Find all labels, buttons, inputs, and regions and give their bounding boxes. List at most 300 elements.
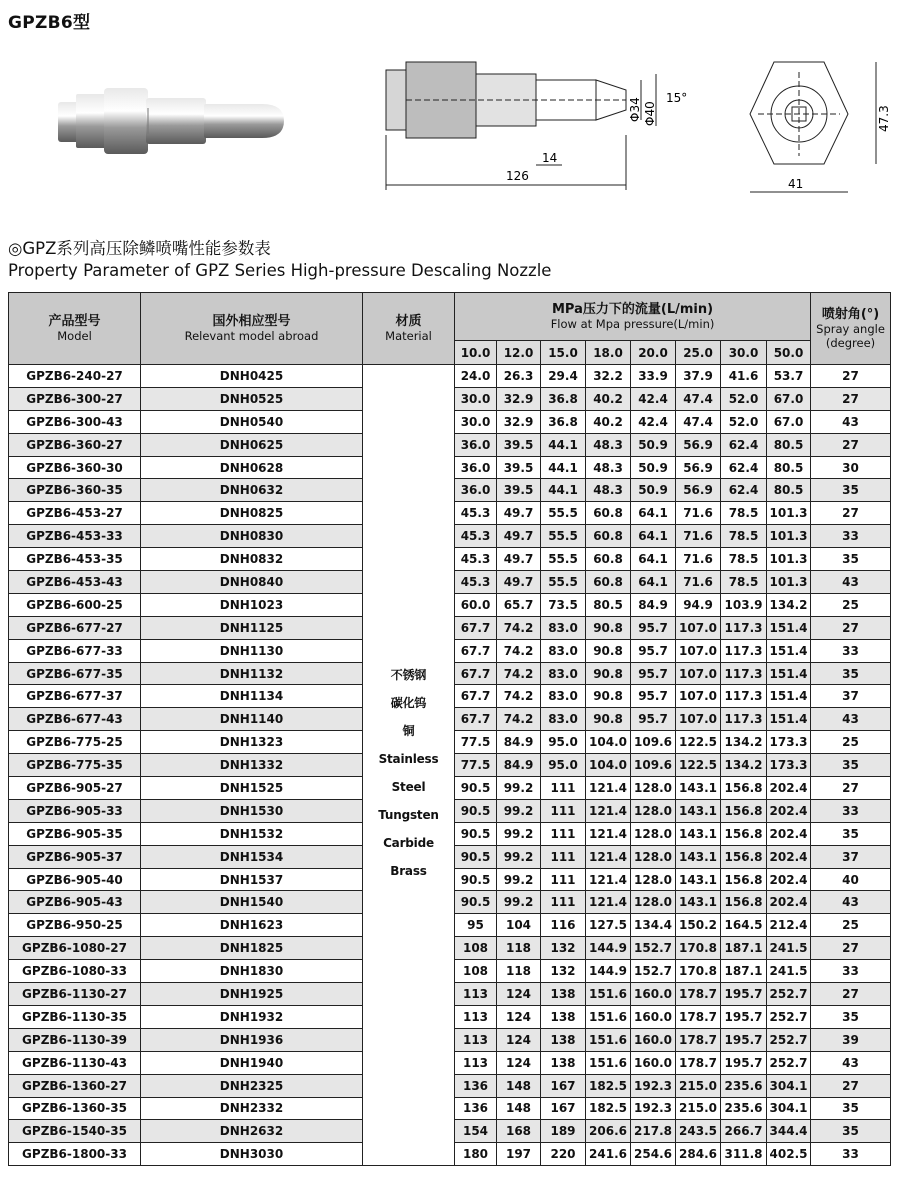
flow-cell: 55.5: [541, 571, 586, 594]
flow-cell: 117.3: [721, 639, 767, 662]
flow-cell: 101.3: [767, 502, 811, 525]
flow-cell: 30.0: [455, 387, 497, 410]
flow-cell: 117.3: [721, 708, 767, 731]
flow-cell: 111: [541, 777, 586, 800]
flow-cell: 36.8: [541, 387, 586, 410]
model-cell: GPZB6-775-35: [9, 754, 141, 777]
flow-cell: 143.1: [676, 891, 721, 914]
flow-cell: 202.4: [767, 891, 811, 914]
flow-cell: 55.5: [541, 525, 586, 548]
end-view-drawing: [736, 52, 891, 202]
flow-cell: 132: [541, 937, 586, 960]
flow-cell: 117.3: [721, 685, 767, 708]
flow-cell: 173.3: [767, 754, 811, 777]
flow-cell: 42.4: [631, 410, 676, 433]
abroad-model-cell: DNH0632: [141, 479, 363, 502]
flow-cell: 107.0: [676, 685, 721, 708]
flow-cell: 206.6: [586, 1120, 631, 1143]
flow-cell: 143.1: [676, 777, 721, 800]
flow-cell: 52.0: [721, 387, 767, 410]
abroad-model-cell: DNH1532: [141, 822, 363, 845]
flow-cell: 78.5: [721, 548, 767, 571]
flow-cell: 144.9: [586, 937, 631, 960]
flow-cell: 84.9: [497, 731, 541, 754]
flow-cell: 151.6: [586, 1005, 631, 1028]
flow-cell: 90.5: [455, 868, 497, 891]
flow-cell: 195.7: [721, 1051, 767, 1074]
model-cell: GPZB6-905-35: [9, 822, 141, 845]
abroad-model-cell: DNH2325: [141, 1074, 363, 1097]
spray-angle-cell: 43: [811, 891, 891, 914]
flow-cell: 124: [497, 983, 541, 1006]
spray-angle-cell: 40: [811, 868, 891, 891]
flow-cell: 252.7: [767, 1051, 811, 1074]
flow-cell: 67.0: [767, 387, 811, 410]
material-label: 铜: [402, 724, 415, 738]
material-label: Stainless Steel: [378, 752, 439, 794]
flow-cell: 99.2: [497, 777, 541, 800]
flow-cell: 50.9: [631, 479, 676, 502]
flow-cell: 202.4: [767, 822, 811, 845]
flow-cell: 243.5: [676, 1120, 721, 1143]
flow-cell: 235.6: [721, 1097, 767, 1120]
flow-cell: 45.3: [455, 571, 497, 594]
pressure-header: 15.0: [541, 341, 586, 365]
abroad-model-cell: DNH1940: [141, 1051, 363, 1074]
spray-angle-cell: 27: [811, 502, 891, 525]
model-cell: GPZB6-677-37: [9, 685, 141, 708]
spray-angle-cell: 27: [811, 777, 891, 800]
abroad-model-cell: DNH2332: [141, 1097, 363, 1120]
spray-angle-cell: 43: [811, 1051, 891, 1074]
dim-dia34: Φ34: [628, 97, 642, 122]
flow-cell: 143.1: [676, 845, 721, 868]
flow-cell: 74.2: [497, 708, 541, 731]
flow-cell: 217.8: [631, 1120, 676, 1143]
flow-cell: 44.1: [541, 433, 586, 456]
flow-cell: 113: [455, 1005, 497, 1028]
model-cell: GPZB6-1130-35: [9, 1005, 141, 1028]
flow-cell: 241.6: [586, 1143, 631, 1166]
flow-cell: 182.5: [586, 1074, 631, 1097]
section-drawing: [376, 50, 688, 195]
flow-cell: 26.3: [497, 365, 541, 388]
spray-angle-cell: 27: [811, 937, 891, 960]
flow-cell: 90.5: [455, 845, 497, 868]
model-cell: GPZB6-240-27: [9, 365, 141, 388]
spray-angle-cell: 27: [811, 365, 891, 388]
flow-cell: 156.8: [721, 777, 767, 800]
flow-cell: 104.0: [586, 731, 631, 754]
spray-angle-cell: 27: [811, 983, 891, 1006]
model-cell: GPZB6-677-43: [9, 708, 141, 731]
model-cell: GPZB6-905-43: [9, 891, 141, 914]
spray-angle-cell: 35: [811, 1005, 891, 1028]
flow-cell: 254.6: [631, 1143, 676, 1166]
flow-cell: 95.0: [541, 731, 586, 754]
flow-cell: 55.5: [541, 502, 586, 525]
abroad-model-cell: DNH0830: [141, 525, 363, 548]
flow-cell: 67.7: [455, 708, 497, 731]
flow-cell: 90.5: [455, 822, 497, 845]
flow-cell: 118: [497, 960, 541, 983]
model-cell: GPZB6-1540-35: [9, 1120, 141, 1143]
abroad-model-cell: DNH1132: [141, 662, 363, 685]
spray-angle-cell: 35: [811, 479, 891, 502]
flow-cell: 60.8: [586, 571, 631, 594]
flow-cell: 113: [455, 983, 497, 1006]
flow-cell: 241.5: [767, 937, 811, 960]
abroad-model-cell: DNH1932: [141, 1005, 363, 1028]
section-title-en: Property Parameter of GPZ Series High-pressure Descaling Nozzle: [8, 261, 552, 280]
flow-cell: 80.5: [767, 456, 811, 479]
flow-cell: 95.7: [631, 685, 676, 708]
flow-cell: 402.5: [767, 1143, 811, 1166]
flow-cell: 136: [455, 1097, 497, 1120]
flow-cell: 83.0: [541, 639, 586, 662]
flow-cell: 78.5: [721, 525, 767, 548]
flow-cell: 128.0: [631, 845, 676, 868]
flow-cell: 113: [455, 1028, 497, 1051]
flow-cell: 107.0: [676, 616, 721, 639]
flow-cell: 56.9: [676, 479, 721, 502]
flow-cell: 266.7: [721, 1120, 767, 1143]
flow-cell: 151.6: [586, 1028, 631, 1051]
flow-cell: 60.8: [586, 548, 631, 571]
col-model: 产品型号 Model: [9, 293, 141, 365]
flow-cell: 151.4: [767, 639, 811, 662]
flow-cell: 189: [541, 1120, 586, 1143]
flow-cell: 48.3: [586, 479, 631, 502]
flow-cell: 40.2: [586, 387, 631, 410]
flow-cell: 49.7: [497, 548, 541, 571]
abroad-model-cell: DNH1825: [141, 937, 363, 960]
flow-cell: 212.4: [767, 914, 811, 937]
flow-cell: 160.0: [631, 1051, 676, 1074]
col-angle: 喷射角(°) Spray angle (degree): [811, 293, 891, 365]
flow-cell: 111: [541, 822, 586, 845]
flow-cell: 90.5: [455, 777, 497, 800]
model-cell: GPZB6-1360-35: [9, 1097, 141, 1120]
flow-cell: 151.6: [586, 1051, 631, 1074]
spray-angle-cell: 43: [811, 708, 891, 731]
model-cell: GPZB6-453-35: [9, 548, 141, 571]
abroad-model-cell: DNH0832: [141, 548, 363, 571]
spray-angle-cell: 43: [811, 410, 891, 433]
flow-cell: 111: [541, 799, 586, 822]
flow-cell: 121.4: [586, 799, 631, 822]
flow-cell: 160.0: [631, 1005, 676, 1028]
flow-cell: 90.5: [455, 799, 497, 822]
flow-cell: 95.7: [631, 662, 676, 685]
flow-cell: 121.4: [586, 777, 631, 800]
model-cell: GPZB6-950-25: [9, 914, 141, 937]
flow-cell: 121.4: [586, 822, 631, 845]
flow-cell: 344.4: [767, 1120, 811, 1143]
flow-cell: 67.7: [455, 639, 497, 662]
flow-cell: 109.6: [631, 731, 676, 754]
flow-cell: 104.0: [586, 754, 631, 777]
abroad-model-cell: DNH1525: [141, 777, 363, 800]
flow-cell: 67.7: [455, 662, 497, 685]
model-cell: GPZB6-453-27: [9, 502, 141, 525]
flow-cell: 71.6: [676, 502, 721, 525]
abroad-model-cell: DNH1534: [141, 845, 363, 868]
flow-cell: 108: [455, 937, 497, 960]
flow-cell: 138: [541, 1005, 586, 1028]
abroad-model-cell: DNH0840: [141, 571, 363, 594]
pressure-header: 10.0: [455, 341, 497, 365]
flow-cell: 180: [455, 1143, 497, 1166]
flow-cell: 73.5: [541, 593, 586, 616]
col-abroad: 国外相应型号 Relevant model abroad: [141, 293, 363, 365]
pressure-header: 50.0: [767, 341, 811, 365]
flow-cell: 108: [455, 960, 497, 983]
flow-cell: 128.0: [631, 868, 676, 891]
flow-cell: 128.0: [631, 777, 676, 800]
flow-cell: 107.0: [676, 708, 721, 731]
pressure-header: 30.0: [721, 341, 767, 365]
flow-cell: 304.1: [767, 1097, 811, 1120]
flow-cell: 32.9: [497, 410, 541, 433]
model-cell: GPZB6-775-25: [9, 731, 141, 754]
flow-cell: 80.5: [767, 433, 811, 456]
pressure-header: 25.0: [676, 341, 721, 365]
flow-cell: 78.5: [721, 571, 767, 594]
flow-cell: 52.0: [721, 410, 767, 433]
col-material: 材质 Material: [363, 293, 455, 365]
flow-cell: 173.3: [767, 731, 811, 754]
flow-cell: 235.6: [721, 1074, 767, 1097]
flow-cell: 136: [455, 1074, 497, 1097]
flow-cell: 150.2: [676, 914, 721, 937]
spec-table: [8, 292, 891, 1166]
flow-cell: 111: [541, 868, 586, 891]
flow-cell: 71.6: [676, 571, 721, 594]
flow-cell: 53.7: [767, 365, 811, 388]
flow-cell: 74.2: [497, 616, 541, 639]
flow-cell: 121.4: [586, 868, 631, 891]
flow-cell: 83.0: [541, 685, 586, 708]
flow-cell: 84.9: [631, 593, 676, 616]
model-cell: GPZB6-1360-27: [9, 1074, 141, 1097]
model-cell: GPZB6-360-27: [9, 433, 141, 456]
flow-cell: 50.9: [631, 433, 676, 456]
abroad-model-cell: DNH1540: [141, 891, 363, 914]
nozzle-photo: [48, 60, 288, 180]
flow-cell: 90.8: [586, 662, 631, 685]
flow-cell: 160.0: [631, 1028, 676, 1051]
flow-cell: 118: [497, 937, 541, 960]
flow-cell: 77.5: [455, 731, 497, 754]
flow-cell: 74.2: [497, 685, 541, 708]
flow-cell: 215.0: [676, 1074, 721, 1097]
spray-angle-cell: 35: [811, 662, 891, 685]
model-cell: GPZB6-905-40: [9, 868, 141, 891]
model-cell: GPZB6-905-37: [9, 845, 141, 868]
flow-cell: 252.7: [767, 983, 811, 1006]
model-cell: GPZB6-1130-27: [9, 983, 141, 1006]
abroad-model-cell: DNH3030: [141, 1143, 363, 1166]
flow-cell: 167: [541, 1097, 586, 1120]
abroad-model-cell: DNH1530: [141, 799, 363, 822]
flow-cell: 128.0: [631, 799, 676, 822]
col-flow: MPa压力下的流量(L/min) Flow at Mpa pressure(L/min): [455, 293, 811, 341]
abroad-model-cell: DNH1925: [141, 983, 363, 1006]
spray-angle-cell: 33: [811, 525, 891, 548]
flow-cell: 152.7: [631, 937, 676, 960]
flow-cell: 60.0: [455, 593, 497, 616]
flow-cell: 64.1: [631, 502, 676, 525]
flow-cell: 103.9: [721, 593, 767, 616]
flow-cell: 36.0: [455, 433, 497, 456]
flow-cell: 90.8: [586, 685, 631, 708]
flow-cell: 41.6: [721, 365, 767, 388]
spray-angle-cell: 37: [811, 685, 891, 708]
flow-cell: 311.8: [721, 1143, 767, 1166]
flow-cell: 65.7: [497, 593, 541, 616]
pressure-header: 18.0: [586, 341, 631, 365]
flow-cell: 90.8: [586, 708, 631, 731]
model-cell: GPZB6-1080-27: [9, 937, 141, 960]
abroad-model-cell: DNH0625: [141, 433, 363, 456]
flow-cell: 78.5: [721, 502, 767, 525]
model-cell: GPZB6-1080-33: [9, 960, 141, 983]
spray-angle-cell: 33: [811, 1143, 891, 1166]
flow-cell: 62.4: [721, 479, 767, 502]
spray-angle-cell: 35: [811, 754, 891, 777]
flow-cell: 107.0: [676, 639, 721, 662]
dim-height: 47.3: [877, 105, 891, 132]
abroad-model-cell: DNH1023: [141, 593, 363, 616]
flow-cell: 117.3: [721, 662, 767, 685]
flow-cell: 151.4: [767, 708, 811, 731]
flow-cell: 117.3: [721, 616, 767, 639]
flow-cell: 122.5: [676, 754, 721, 777]
flow-cell: 152.7: [631, 960, 676, 983]
flow-cell: 33.9: [631, 365, 676, 388]
model-cell: GPZB6-677-33: [9, 639, 141, 662]
flow-cell: 101.3: [767, 571, 811, 594]
flow-cell: 80.5: [767, 479, 811, 502]
flow-cell: 202.4: [767, 868, 811, 891]
flow-cell: 187.1: [721, 960, 767, 983]
flow-cell: 67.7: [455, 616, 497, 639]
flow-cell: 49.7: [497, 525, 541, 548]
flow-cell: 151.4: [767, 616, 811, 639]
flow-cell: 195.7: [721, 1005, 767, 1028]
flow-cell: 124: [497, 1028, 541, 1051]
table-row: [9, 365, 891, 388]
flow-cell: 90.8: [586, 639, 631, 662]
flow-cell: 160.0: [631, 983, 676, 1006]
flow-cell: 121.4: [586, 845, 631, 868]
flow-cell: 45.3: [455, 548, 497, 571]
flow-cell: 67.7: [455, 685, 497, 708]
flow-cell: 39.5: [497, 456, 541, 479]
dim-angle: 15°: [666, 91, 688, 105]
section-title-cn: ◎GPZ系列高压除鳞喷嘴性能参数表: [8, 239, 271, 258]
flow-cell: 202.4: [767, 777, 811, 800]
flow-cell: 45.3: [455, 502, 497, 525]
abroad-model-cell: DNH1134: [141, 685, 363, 708]
abroad-model-cell: DNH1537: [141, 868, 363, 891]
flow-cell: 80.5: [586, 593, 631, 616]
flow-cell: 90.8: [586, 616, 631, 639]
model-cell: GPZB6-1800-33: [9, 1143, 141, 1166]
flow-cell: 151.4: [767, 662, 811, 685]
material-label: Tungsten Carbide: [378, 808, 439, 850]
flow-cell: 84.9: [497, 754, 541, 777]
flow-cell: 101.3: [767, 525, 811, 548]
flow-cell: 94.9: [676, 593, 721, 616]
abroad-model-cell: DNH1936: [141, 1028, 363, 1051]
spray-angle-cell: 35: [811, 1120, 891, 1143]
spray-angle-cell: 27: [811, 616, 891, 639]
flow-cell: 47.4: [676, 410, 721, 433]
abroad-model-cell: DNH0540: [141, 410, 363, 433]
model-cell: GPZB6-360-35: [9, 479, 141, 502]
flow-cell: 252.7: [767, 1028, 811, 1051]
flow-cell: 39.5: [497, 433, 541, 456]
flow-cell: 32.2: [586, 365, 631, 388]
flow-cell: 30.0: [455, 410, 497, 433]
pressure-header: 20.0: [631, 341, 676, 365]
flow-cell: 83.0: [541, 662, 586, 685]
abroad-model-cell: DNH1130: [141, 639, 363, 662]
model-cell: GPZB6-905-33: [9, 799, 141, 822]
flow-cell: 195.7: [721, 1028, 767, 1051]
flow-cell: 42.4: [631, 387, 676, 410]
material-label: Brass: [390, 864, 427, 878]
flow-cell: 48.3: [586, 433, 631, 456]
abroad-model-cell: DNH0825: [141, 502, 363, 525]
flow-cell: 134.2: [721, 754, 767, 777]
spray-angle-cell: 25: [811, 914, 891, 937]
model-cell: GPZB6-453-33: [9, 525, 141, 548]
flow-cell: 143.1: [676, 868, 721, 891]
spray-angle-cell: 27: [811, 1074, 891, 1097]
abroad-model-cell: DNH1125: [141, 616, 363, 639]
flow-cell: 62.4: [721, 456, 767, 479]
model-cell: GPZB6-300-43: [9, 410, 141, 433]
spray-angle-cell: 39: [811, 1028, 891, 1051]
abroad-model-cell: DNH1323: [141, 731, 363, 754]
flow-cell: 241.5: [767, 960, 811, 983]
abroad-model-cell: DNH1140: [141, 708, 363, 731]
flow-cell: 74.2: [497, 662, 541, 685]
flow-cell: 138: [541, 1051, 586, 1074]
flow-cell: 64.1: [631, 525, 676, 548]
model-cell: GPZB6-1130-39: [9, 1028, 141, 1051]
model-cell: GPZB6-453-43: [9, 571, 141, 594]
flow-cell: 111: [541, 845, 586, 868]
flow-cell: 132: [541, 960, 586, 983]
abroad-model-cell: DNH0425: [141, 365, 363, 388]
flow-cell: 143.1: [676, 799, 721, 822]
flow-cell: 151.6: [586, 983, 631, 1006]
spray-angle-cell: 25: [811, 731, 891, 754]
flow-cell: 134.4: [631, 914, 676, 937]
flow-cell: 187.1: [721, 937, 767, 960]
flow-cell: 37.9: [676, 365, 721, 388]
flow-cell: 220: [541, 1143, 586, 1166]
dim-width: 41: [788, 177, 804, 191]
flow-cell: 178.7: [676, 1005, 721, 1028]
flow-cell: 167: [541, 1074, 586, 1097]
dim-step: 14: [542, 151, 558, 165]
flow-cell: 107.0: [676, 662, 721, 685]
